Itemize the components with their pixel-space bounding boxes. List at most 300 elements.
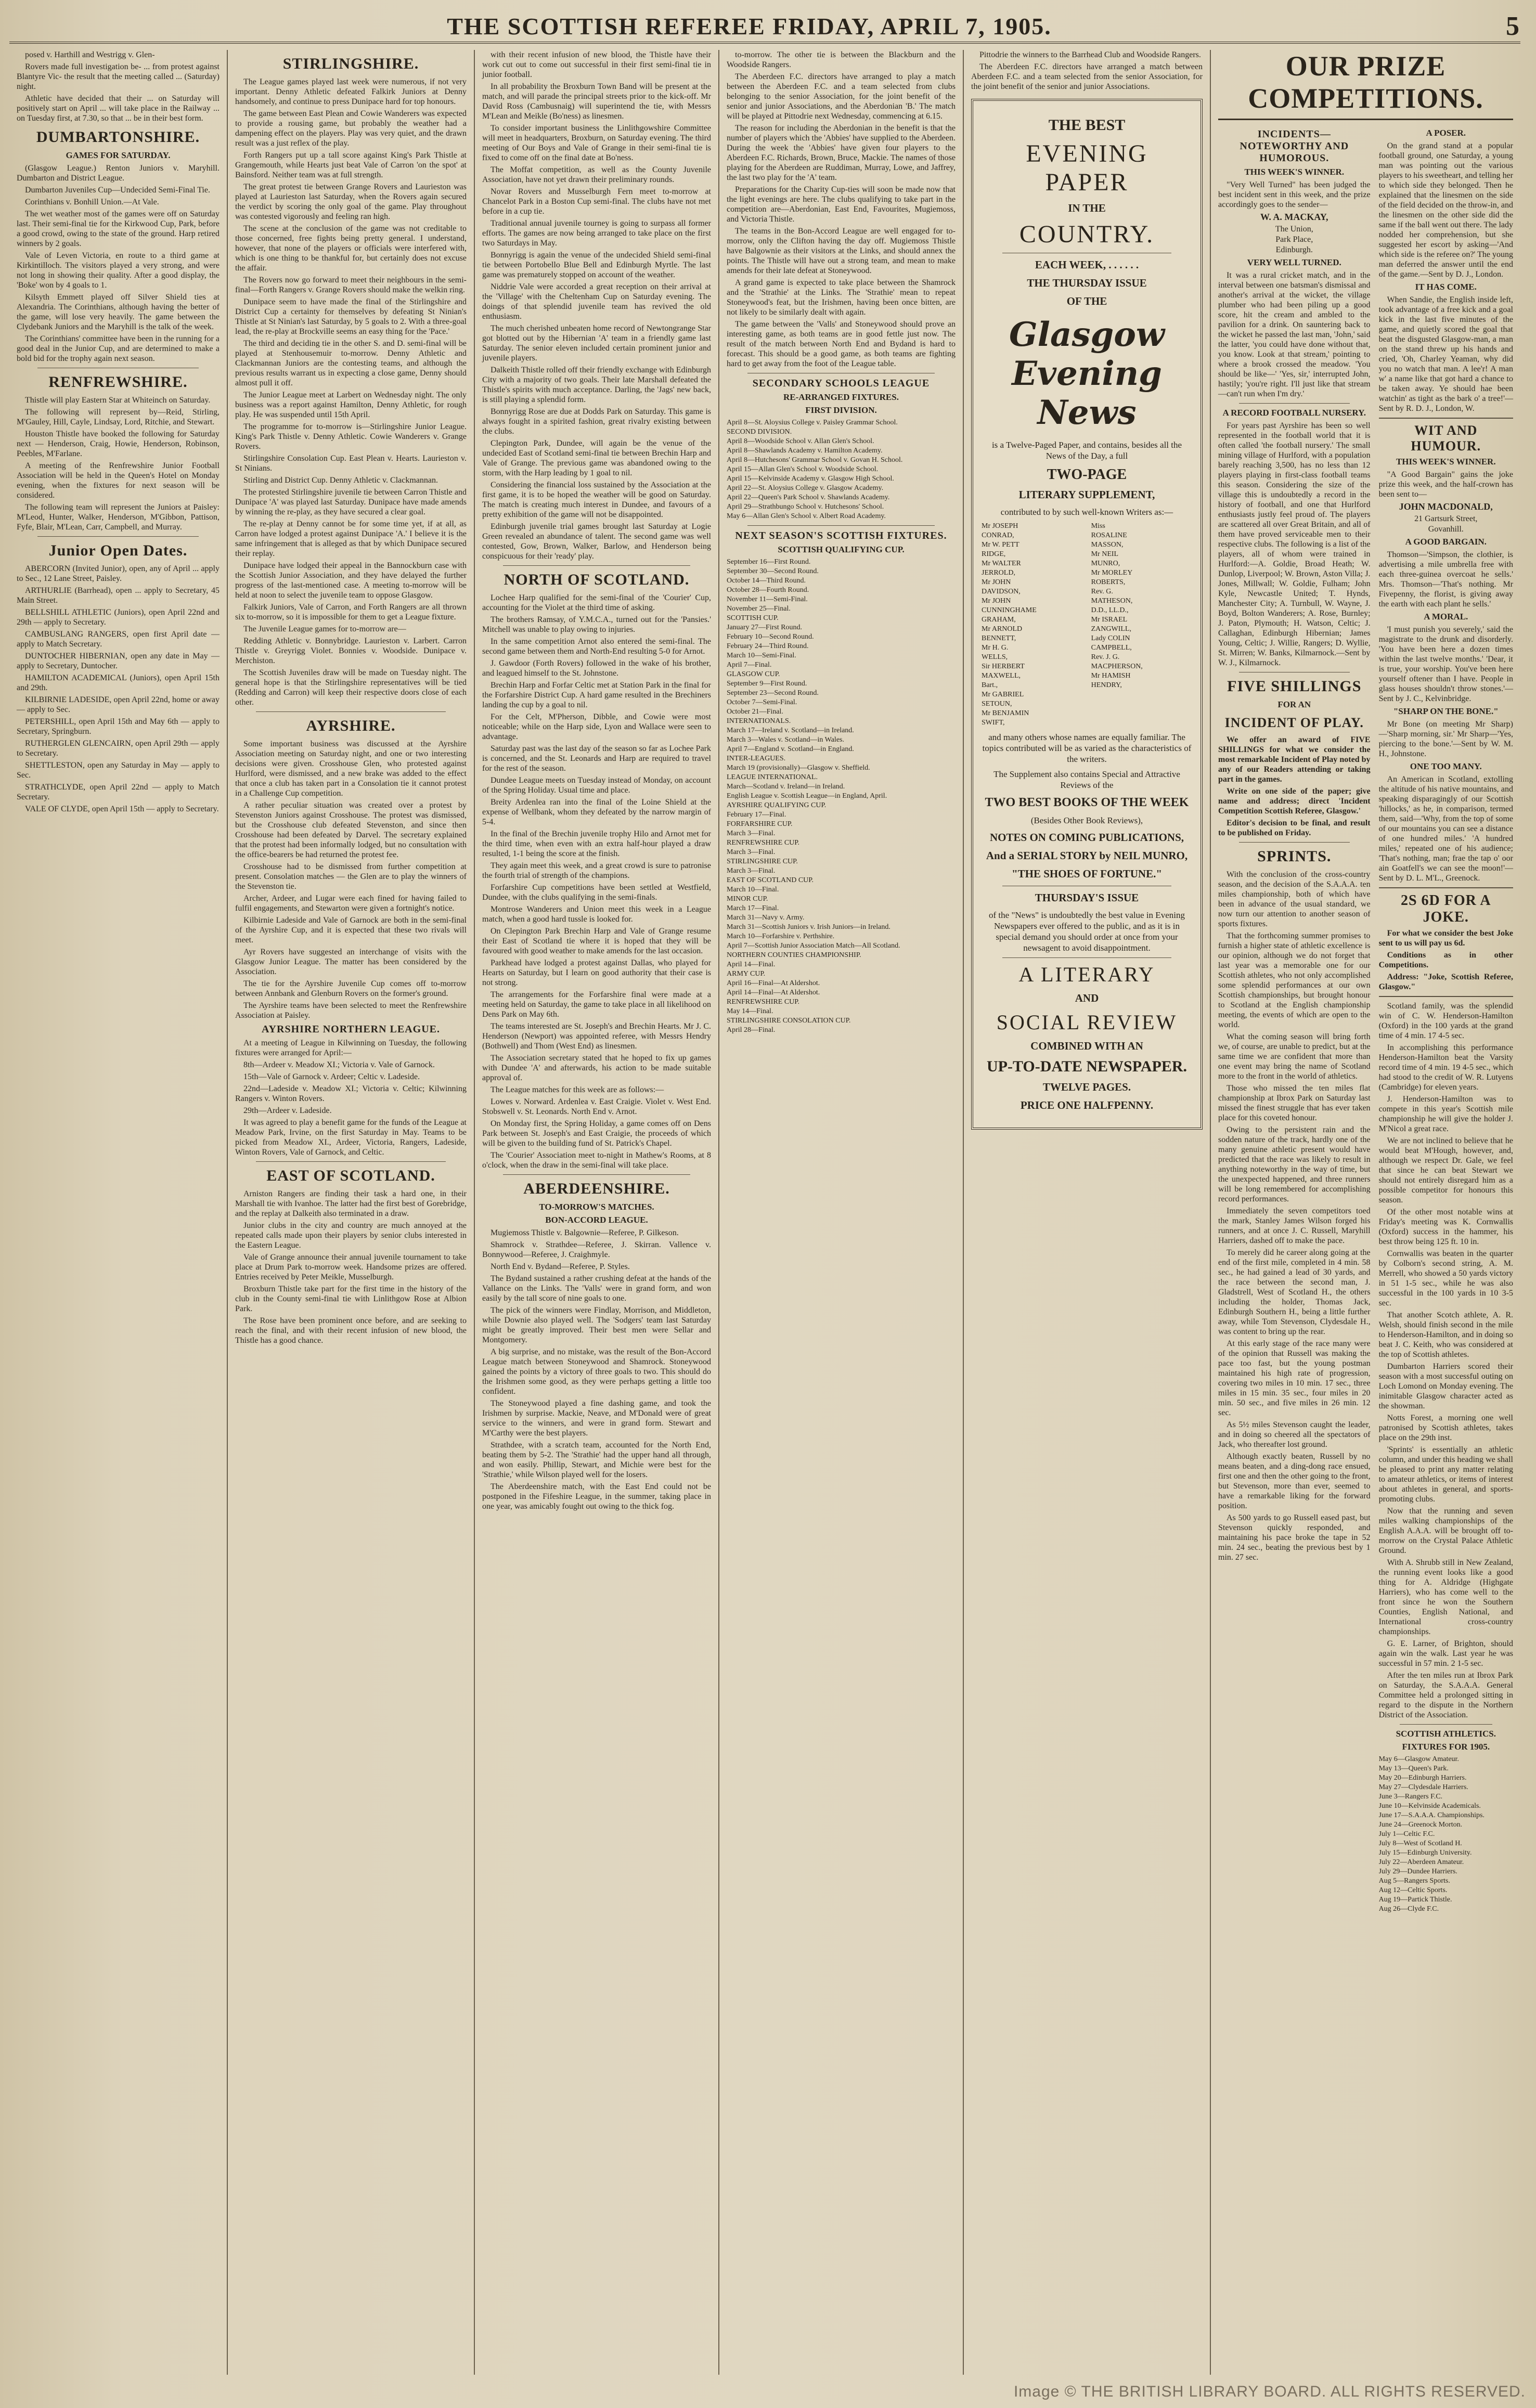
text-line: March 3—Final. <box>727 830 776 837</box>
text-line: 8th—Ardeer v. Meadow XI.; Victoria v. Vale of Garnock. <box>243 1060 435 1069</box>
text-line: Stirlingshire Consolation Cup. East Plean v. Hearts. Laurieston v. St Ninians. <box>235 454 467 473</box>
text-line: The 'Courier' Association meet to-night in Mathew's Rooms, at 8 o'clock, when the draw in the semi-final will take place. <box>482 1151 711 1170</box>
heading-aberdeenshire: ABERDEENSHIRE. <box>523 1180 670 1197</box>
prize-left <box>1218 125 1371 1914</box>
text-line: Owing to the persistent rain and the sodden nature of the track, hardly one of the many genuine athletic present would have predicted that the race was likely to result in anything noteworthy in the way of time, but the unexpected happened, and three runners will be long remembered for accomplishing record performances. <box>1218 1125 1371 1203</box>
text-line: Aug 12—Celtic Sports. <box>1378 1886 1448 1894</box>
text-line: April 8—St. Aloysius College v. Paisley Grammar School. <box>727 419 898 426</box>
divider <box>1002 957 1171 958</box>
heading-five-shillings: FIVE SHILLINGS <box>1227 678 1362 695</box>
ad-text: (Besides Other Book Reviews), <box>1030 815 1143 825</box>
ad-line: AND <box>1075 992 1099 1004</box>
column-4 <box>719 50 964 2375</box>
text-line: October 28—Fourth Round. <box>727 586 809 594</box>
text-line: The League matches for this week are as follows:— <box>491 1085 664 1094</box>
text-line: FORFARSHIRE CUP. <box>727 820 793 828</box>
heading-nursery: A RECORD FOOTBALL NURSERY. <box>1222 408 1366 418</box>
text-line: April 14—Final—At Aldershot. <box>727 989 820 996</box>
text-line: Mr HAMISH HENDRY, <box>1091 672 1131 689</box>
text-line: RENFREWSHIRE CUP. <box>727 839 800 847</box>
winner-address: Govanhill. <box>1428 525 1464 534</box>
text-line: The brothers Ramsay, of Y.M.C.A., turned out for the 'Pansies.' Mitchell was unable to play owing to injuries. <box>482 615 711 634</box>
text-line: The Rose have been prominent once before, and are seeking to reach the final, and with their recent infusion of new blood, the Thistle has a good chance. <box>235 1316 467 1345</box>
prize-rules: Editor's decision to be final, and result to be published on Friday. <box>1218 819 1371 837</box>
text-line: MINOR CUP. <box>727 895 768 903</box>
text-line: J. Henderson-Hamilton was to compete in this year's Scottish mile championship he will give the holder J. M'Nicol a great race. <box>1378 1095 1513 1133</box>
text-line: October 14—Third Round. <box>727 577 806 585</box>
ad-line: IN THE <box>1068 202 1106 214</box>
text-line: The game between East Plean and Cowie Wanderers was expected to provide a rousing game, but probably the weather had a dampening effect on the players. Play was very quiet, and the drawn result was a just reflex of the play. <box>235 109 467 148</box>
heading-ayrshire-northern-league: AYRSHIRE NORTHERN LEAGUE. <box>261 1024 441 1035</box>
text-line: Mr GABRIEL SETOUN, <box>982 691 1024 708</box>
text-line: J. Gawdoor (Forth Rovers) followed in the wake of his brother, and leagued himself to the St. Johnstone. <box>482 659 711 678</box>
text-line: Some important business was discussed at the Ayrshire Association meeting on Saturday night, and one or two interesting decisions were given. Crosshouse Glen, who protested against Hurlford, were dismissed, and a new brake was added to the effect that once a club has taken part in a Consolation tie it cannot protest in a Challenge Cup competition. <box>235 740 467 798</box>
text-line: BELLSHILL ATHLETIC (Juniors), open April 22nd and 29th — apply to Secretary. <box>17 608 220 627</box>
joke-rules: Conditions as in other Competitions. <box>1378 951 1513 969</box>
text-line: The Moffat competition, as well as the County Juvenile Association, have not yet drawn their preliminary rounds. <box>482 165 711 184</box>
divider <box>1379 996 1513 997</box>
poser-text: On the grand stand at a popular football ground, one Saturday, a young man was pointing out the various players to his sweetheart, and telling her to which side they belonged. Then he explained that the linesmen on the side of the field decided on the throw-in, and the linesmen on the other side did the same if the ball went out there. The lady nodded her comprehension, but she suggested her escort by asking—'And which side is the referee on?' The young man deferred the answer until the end of the game.—Sent by D. J., London. <box>1378 141 1513 279</box>
sharp-text: Mr Bone (on meeting Mr Sharp)—'Sharp morning, sir.' Mr Sharp—'Yes, piercing to the bone.'—Sent by W. M. H., Johnstone. <box>1378 720 1513 758</box>
text-line: STRATHCLYDE, open April 22nd — apply to Match Secretary. <box>17 783 220 801</box>
col3-intro <box>482 50 711 561</box>
text-line: February 24—Third Round. <box>727 642 809 650</box>
text-line: Breity Ardenlea ran into the final of the Loine Shield at the expense of Wellbank, whom they defeated by the narrow margin of 5-4. <box>482 798 711 826</box>
text-line: STIRLINGSHIRE CONSOLATION CUP. <box>727 1017 851 1025</box>
text-line: ARMY CUP. <box>727 970 766 978</box>
nursery-text: For years past Ayrshire has been so well represented in the football world that it is often called 'the football nursery.' The small mining village of Hurlford, with a population barely reaching 3,500, has no less than 12 players playing in first-class football teams this season. Considering the size of the village this is undoubtedly a record in the history of football, and one that Hurlford enthusiasts justly feel proud of. The players are scattered all over Great Britain, and all of them have proved serviceable men to their respective clubs. The following is a list of the players, all of whom were trained in Hurlford:—A. Goldie, Broad Heath; W. Dunlop, Liverpool; W. Brown, Aston Villa; J. Jones, Millwall; W. Goldie, Fulham; John Kyle, Newcastle United; T. Hynds, Manchester City; A. Turnbull, W. Wayne, J. Boyd, Bolton Wanderers; A. Rose, Burnley; J. Paton, Plymouth; H. Watson, Celtic; J. Callaghan, Edinburgh Hibernian; James Young, Celtic; J. Willie, Rangers; D. Wyllie, St. Mirren; W. Banks, Kilmarnock.—Sent by W. J., Kilmarnock. <box>1218 421 1371 667</box>
divider <box>503 1174 690 1175</box>
text-line: May 20—Edinburgh Harriers. <box>1378 1774 1467 1782</box>
text-line: With A. Shrubb still in New Zealand, the running event looks like a good thing for A. Aldridge (Highgate Harriers), who has come well to the front since he won the Southern Counties, English National, and International cross-country championships. <box>1378 1558 1513 1636</box>
subheading-qualifying-cup: SCOTTISH QUALIFYING CUP. <box>778 545 905 554</box>
text-line: Lady COLIN CAMPBELL, <box>1091 635 1132 652</box>
text-line: May 13—Queen's Park. <box>1378 1765 1449 1772</box>
text-line: March 19 (provisionally)—Glasgow v. Sheffield. <box>727 764 870 772</box>
heading-a-poser: A POSER. <box>1426 128 1466 138</box>
text-line: GLASGOW CUP. <box>727 670 780 678</box>
text-line: On Clepington Park Brechin Harp and Vale of Grange resume their East of Scotland tie where it is hoped that they will be favoured with good weather to make amends for the last occasion. <box>482 927 711 955</box>
prize-rules: We offer an award of FIVE SHILLINGS for what we consider the most remarkable Incident of Play noted by any of our Readers attending or taking part in the games. <box>1218 735 1371 784</box>
text-line: The Association secretary stated that he hoped to fix up games with Dundee 'A' and afterwards, his action to be made suitable approval of. <box>482 1054 711 1082</box>
evening-news-advert <box>971 99 1203 1130</box>
text-line: Mr H. G. WELLS, <box>982 644 1009 661</box>
text-line: CAMBUSLANG RANGERS, open first April date — apply to Match Secretary. <box>17 630 220 649</box>
writers-left <box>982 522 1082 728</box>
ad-line: UP-TO-DATE NEWSPAPER. <box>986 1058 1188 1075</box>
text-line: The much cherished unbeaten home record of Newtongrange Star got blotted out by the Hibernian 'A' team in a friendly game last Saturday. The senior eleven included certain prominent junior and juvenile players. <box>482 324 711 363</box>
text-line: PETERSHILL, open April 15th and May 6th — apply to Secretary, Springburn. <box>17 717 220 736</box>
text-line: posed v. Harthill and Westrigg v. Glen- <box>25 50 155 59</box>
heading-athletics-fixtures: FIXTURES FOR 1905. <box>1402 1742 1490 1752</box>
text-line: The following team will represent the Juniors at Paisley: M'Leod, Hunter, Walker, Henderson, M'Gibbon, Pattison, Fyfe, Blair, M'Lean, Carr, Campbell, and Murray. <box>17 503 220 532</box>
east-of-scotland-section <box>235 1189 467 1345</box>
text-line: 22nd—Ladeside v. Meadow XI.; Victoria v. Celtic; Kilwinning Rangers v. Winton Rovers. <box>235 1084 467 1103</box>
text-line: November 25—Final. <box>727 605 791 613</box>
text-line: Mr MORLEY ROBERTS, <box>1091 569 1132 586</box>
divider <box>37 536 199 537</box>
text-line: July 15—Edinburgh University. <box>1378 1849 1472 1857</box>
text-line: Mr WALTER JERROLD, <box>982 560 1021 577</box>
text-line: Aug 5—Rangers Sports. <box>1378 1877 1450 1885</box>
cute-text: When Sandie, the English inside left, took advantage of a free kick and a goal kick in the last five minutes of the game, and quietly scored the goal that beat the disgusted Glasgow-man, a man on the stand threw up his hands and cried, 'Oh, Charley Yeaman, why did you no watch that man. A lee'r! A man w' a name like that got hard a chance to be taken away. Ye should hae been watchin' as tight as the bark o' a tree!'—Sent by R. D. J., London, W. <box>1378 295 1513 413</box>
text-line: Ayr Rovers have suggested an interchange of visits with the Glasgow Junior League. The matter has been considered by the Association. <box>235 948 467 976</box>
winner-address: The Union, <box>1275 225 1313 234</box>
text-line: The Bydand sustained a rather crushing defeat at the hands of the Vallance on the Links. The 'Valls' were in grand form, and won easily by the tall score of nine goals to one. <box>482 1274 711 1303</box>
ad-line: EACH WEEK, . . . . . . <box>1035 258 1139 271</box>
text-line: Mr NEIL MUNRO, <box>1091 550 1120 567</box>
text-line: Aug 19—Partick Thistle. <box>1378 1896 1452 1904</box>
text-line: March 17—Final. <box>727 904 779 912</box>
ad-text: The Supplement also contains Special and Attractive Reviews of the <box>993 769 1180 790</box>
heading-renfrewshire: RENFREWSHIRE. <box>48 373 188 391</box>
text-line: Bonnyrigg Rose are due at Dodds Park on Saturday. This game is always fought in a spirited fashion, great rivalry existing between the clubs. <box>482 407 711 436</box>
ad-line: NOTES ON COMING PUBLICATIONS, <box>990 831 1184 844</box>
text-line: In all probability the Broxburn Town Band will be present at the match, and will parade the principal streets prior to the kick-off. Mr David Ross (Cambusnaig) will superintend the tie, with Messrs M'Lean and Meikle (Bo'ness) as linesmen. <box>482 82 711 121</box>
divider <box>503 565 690 566</box>
text-line: Dumbarton Juveniles Cup—Undecided Semi-Final Tie. <box>25 186 210 195</box>
text-line: The wet weather most of the games were off on Saturday last. Their semi-final tie for the Kirkwood Cup, Park, before a good crowd, owing to the state of the ground. Harp retired winners by 2 goals. <box>17 210 220 248</box>
text-line: March 3—Final. <box>727 867 776 875</box>
text-line: VALE OF CLYDE, open April 15th — apply to Secretary. <box>25 805 219 813</box>
column-3 <box>475 50 719 2375</box>
divider <box>256 711 446 712</box>
text-line: Forfarshire Cup competitions have been settled at Westfield, Dundee, with the clubs qualifying in the semi-finals. <box>482 883 711 902</box>
joke-address: Address: "Joke, Scottish Referee, Glasgow." <box>1378 973 1513 991</box>
divider <box>1379 887 1513 888</box>
text-line: The Aberdeen F.C. directors have arranged to play a match between the Aberdeen F.C. and a team selected from clubs belonging to the senior Association, for the joint benefit of the senior and junior Associations, and the Aberdonian 'B.' The match will be played at Pittodrie next Wednesday, commencing at 6.15. <box>727 72 956 121</box>
text-line: Kilsyth Emmett played off Silver Shield ties at Alexandria. The Corinthians, although having the better of the game, will lose very heavily. The game between the Clydebank Juniors and the Maryhill is the talk of the week. <box>17 293 220 331</box>
heading-moral: A MORAL. <box>1424 612 1468 622</box>
renfrewshire-section <box>17 395 220 532</box>
subheading-first-division: FIRST DIVISION. <box>805 405 877 415</box>
text-line: That another Scotch athlete, A. R. Welsh, should finish second in the mile to Henderson-Hamilton, and in doing so beat J. C. Keith, who was considered at the top of Scottish athletes. <box>1378 1311 1513 1359</box>
text-line: EAST OF SCOTLAND CUP. <box>727 876 814 884</box>
text-line: INTERNATIONALS. <box>727 717 791 725</box>
season-fixtures <box>727 558 956 1035</box>
text-line: Edinburgh juvenile trial games brought last Saturday at Logie Green revealed an abundance of talent. The second game was well contested, Gow, Brown, Walker, Barlow, and Henderson being conspicuous for their 'ready' play. <box>482 522 711 561</box>
text-line: We are not inclined to believe that he would beat M'Hough, however, and, although we respect Dr. Gale, we feel that since he can beat Stewart we should not entirely disregard him as a possible competitor for honours this season. <box>1378 1136 1513 1205</box>
text-line: Forth Rangers put up a tall score against King's Park Thistle at Grangemouth, while Hearts just beat Vale of Carron 'on the spot' at Bainsford. Neither team was at full strength. <box>235 151 467 179</box>
text-line: Stirling and District Cup. Denny Athletic v. Clackmannan. <box>243 476 438 485</box>
text-line: Corinthians v. Bonhill Union.—At Vale. <box>25 198 159 206</box>
text-line: The teams interested are St. Joseph's and Brechin Hearts. Mr J. C. Henderson (Newport) was appointed referee, with Messrs Hendry (Bothwell) and Thom (West End) as linesmen. <box>482 1022 711 1051</box>
text-line: April 7—Scottish Junior Association Match—All Scotland. <box>727 942 900 950</box>
text-line: April 15—Kelvinside Academy v. Glasgow High School. <box>727 475 894 483</box>
text-line: In accomplishing this performance Henderson-Hamilton beat the Varsity record time of 4 min. 19 4-5 sec., which had stood to the credit of W. R. Lutyens (Cambridge) for eleven years. <box>1378 1043 1513 1092</box>
image-credit: Image © THE BRITISH LIBRARY BOARD. ALL RIGHTS RESERVED. <box>1013 2383 1526 2400</box>
text-line: Vale of Leven Victoria, en route to a third game at Kirkintilloch. The visitors played a very strong, and were not long in showing their quality. After a good display, the 'Boke' won by 4 goals to 1. <box>17 251 220 290</box>
text-line: Arniston Rangers are finding their task a hard one, in their Marshall tie with Ivanhoe. The latter had the first best of Gorebridge, and the replay at Dalkeith also terminated in a draw. <box>235 1189 467 1218</box>
text-line: Cornwallis was beaten in the quarter by Colborn's second string, A. M. Merrell, who showed a 50 yards victory in 51 1-5 sec., while he was also successful in the 100 yards in 10 3-5 sec. <box>1378 1249 1513 1307</box>
text-line: Mugiemoss Thistle v. Balgownie—Referee, P. Gilkeson. <box>491 1228 679 1237</box>
text-line: May 6—Allan Glen's School v. Albert Road Academy. <box>727 512 886 520</box>
text-line: Kilbirnie Ladeside and Vale of Garnock are both in the semi-final of the Ayrshire Cup, and it is expected that these two rivals will meet. <box>235 916 467 944</box>
text-line: In the final of the Brechin juvenile trophy Hilo and Arnot met for the third time, when even with an extra half-hour played a draw resulted, 1-1 being the score at the finish. <box>482 830 711 858</box>
winner-address: Park Place, <box>1275 235 1313 244</box>
text-line: June 3—Rangers F.C. <box>1378 1793 1443 1801</box>
text-line: April 16—Final—At Aldershot. <box>727 979 820 987</box>
text-line: May 27—Clydesdale Harriers. <box>1378 1783 1468 1791</box>
text-line: April 7—England v. Scotland—in England. <box>727 745 854 753</box>
text-line: Notts Forest, a morning one well patronised by Scottish athletes, takes place on the 29th inst. <box>1378 1414 1513 1442</box>
heading-scottish-athletics: SCOTTISH ATHLETICS. <box>1396 1729 1496 1739</box>
text-line: Montrose Wanderers and Union meet this week in a League match, when a good hard tussle is looked for. <box>482 905 711 924</box>
text-line: SCOTTISH CUP. <box>727 614 779 622</box>
text-line: April 22—St. Aloysius College v. Glasgow Academy. <box>727 484 884 492</box>
heading-good-bargain: A GOOD BARGAIN. <box>1405 537 1487 547</box>
text-line: Crosshouse had to be dismissed from further competition at present. Consolation matches — the Glen are to play the winners of the Stevenston tie. <box>235 862 467 891</box>
prize-right <box>1379 125 1513 1914</box>
text-line: A big surprise, and no mistake, was the result of the Bon-Accord League match between Stoneywood and Shamrock. Stoneywood gained the points by a victory of three goals to two. This should do the Irishmen some good, as they were perhaps getting a little too confident. <box>482 1348 711 1396</box>
text-line: March 10—Final. <box>727 886 779 894</box>
ayrshire-section <box>235 739 467 1020</box>
text-line: July 22—Aberdeen Amateur. <box>1378 1858 1464 1866</box>
text-line: Immediately the seven competitors toed the mark, Stanley James Wilson forged his runners, and at once J. C. Russell, Maryhill Harriers, dashed off to make the pace. <box>1218 1207 1371 1245</box>
text-line: The League games played last week were numerous, if not very important. Denny Athletic defeated Falkirk Juniors at Denny handsomely, and continue to press Dunipace hard for top honours. <box>235 77 467 106</box>
ad-line: COMBINED WITH AN <box>1030 1040 1143 1052</box>
ad-line: THURSDAY'S ISSUE <box>1035 891 1139 904</box>
subheading-bon-accord: BON-ACCORD LEAGUE. <box>545 1215 648 1225</box>
masthead <box>9 10 1520 44</box>
ad-text: is a Twelve-Paged Paper, and contains, besides all the News of the Day, a full <box>991 440 1182 461</box>
divider <box>1239 842 1350 843</box>
text-line: July 1—Celtic F.C. <box>1378 1830 1435 1838</box>
winner-name: W. A. MACKAY, <box>1260 212 1328 222</box>
heading-dumbartonshire: DUMBARTONSHIRE. <box>36 128 200 146</box>
bargain-text: Thomson—'Simpson, the clothier, is advertising a mile umbrella free with each three-guinea overcoat he sells.' Mrs. Thomson—'That's nothing. Mr Fivepenny, the florist, is giving away the earth with each plant he sells.' <box>1378 550 1513 609</box>
text-line: March 10—Semi-Final. <box>727 652 796 659</box>
text-line: The following will represent by—Reid, Stirling, M'Gauley, Hill, Cayle, Lindsay, Lord, Ritchie, and Stewart. <box>17 408 220 426</box>
ad-headline: A LITERARY <box>1018 963 1155 986</box>
text-line: In the same competition Arnot also entered the semi-final. The second game between them and North-End resulting 5-0 for Arnot. <box>482 637 711 656</box>
ad-headline: SOCIAL REVIEW <box>996 1011 1178 1034</box>
ad-text: and many others whose names are equally familiar. The topics contributed will be as varied as the characteristics of the writers. <box>982 732 1192 764</box>
text-line: April 28—Final. <box>727 1026 776 1034</box>
prize-line: FOR AN <box>1277 700 1311 709</box>
text-line: Miss ROSALINE MASSON, <box>1091 522 1127 549</box>
text-line: September 16—First Round. <box>727 558 811 566</box>
text-line: Clepington Park, Dundee, will again be the venue of the undecided East of Scotland semi-final tie between Brechin Harp and Vale of Grange. The previous game was abandoned owing to the storm, with the Harp leading by 1 goal to nil. <box>482 439 711 477</box>
text-line: The teams in the Bon-Accord League are well engaged for to-morrow, only the Clifton having the day off. Mugiemoss Thistle have Balgownie as their visitors at the Links, and should annex the points. The Thistle will have out a strong team, and mean to make amends for their late defeat at Stoneywood. <box>727 227 956 275</box>
text-line: Junior clubs in the city and country are much annoyed at the repeated calls made upon their players by senior clubs interested in the Eastern League. <box>235 1221 467 1250</box>
text-line: March 3—Final. <box>727 848 776 856</box>
text-line: October 7—Semi-Final. <box>727 698 797 706</box>
subheading-matches: TO-MORROW'S MATCHES. <box>539 1202 654 1212</box>
text-line: Brechin Harp and Forfar Celtic met at Station Park in the final for the Forfarshire District Cup. A hard game resulted in the Brechiners landing the cup by a goal to nil. <box>482 681 711 709</box>
text-line: As 500 yards to go Russell eased past, but Stevenson quickly responded, and maintaining his pace broke the tape in 52 min. 24 sec., beating the previous best by 1 min. 27 sec. <box>1218 1513 1371 1562</box>
text-line: Mr JOHN CUNNINGHAME GRAHAM, <box>982 597 1037 624</box>
ayrshire-league-section <box>235 1038 467 1157</box>
text-line: Lowes v. Norward. Ardenlea v. East Craigie. Violet v. West End. Stobswell v. St. Leonards. North End v. Arnot. <box>482 1097 711 1116</box>
wit-intro: "A Good Bargain" gains the joke prize this week, and the half-crown has been sent to— <box>1378 470 1513 499</box>
text-line: September 23—Second Round. <box>727 689 819 697</box>
text-line: February 10—Second Round. <box>727 633 814 641</box>
masthead-title: THE SCOTTISH REFEREE FRIDAY, APRIL 7, 1905. <box>447 12 1052 40</box>
ad-line: And a SERIAL STORY by NEIL MUNRO, <box>986 849 1188 862</box>
text-line: The protested Stirlingshire juvenile tie between Carron Thistle and Dunipace 'A' was played last Saturday. Dunipace have made amends by winning the re-play, as they have secured a clear goal. <box>235 488 467 516</box>
subheading-winner: THIS WEEK'S WINNER. <box>1396 457 1496 467</box>
text-line: The Aberdeen F.C. directors have arranged a match between Aberdeen F.C. and a team selected from the senior Association, for the joint benefit of the senior and junior Associations. <box>971 62 1203 91</box>
ad-line: PRICE ONE HALFPENNY. <box>1020 1099 1154 1111</box>
joke-rules: For what we consider the best Joke sent to us will pay us 6d. <box>1378 929 1513 948</box>
ad-headline: COUNTRY. <box>1019 221 1155 248</box>
text-line: February 17—Final. <box>727 811 786 819</box>
text-line: Dumbarton Harriers scored their season with a most successful outing on Loch Lomond on Monday evening. The inimitable Glasgow character acted as the showman. <box>1378 1362 1513 1410</box>
text-line: Houston Thistle have booked the following for Saturday next — Henderson, Craig, Howie, Henderson, Robinson, Peebles, M'Farlane. <box>17 430 220 458</box>
text-line: The Corinthians' committee have been in the running for a good deal in the Junior Cup, and are determined to make a bold bid for the trophy again next season. <box>17 334 220 363</box>
text-line: with their recent infusion of new blood, the Thistle have their work cut out to come out successful in their first semi-final tie in junior football. <box>482 50 711 79</box>
col4-intro <box>727 50 956 369</box>
text-line: AYRSHIRE QUALIFYING CUP. <box>727 801 827 809</box>
text-line: The re-play at Denny cannot be for some time yet, if at all, as Carron have lodged a protest against Dunipace 'A.' I believe it is the same infringement that is alleged as that by which Dunipace secured their replay. <box>235 520 467 558</box>
heading-stirlingshire: STIRLINGSHIRE. <box>282 55 419 72</box>
prize-section <box>1218 125 1513 1914</box>
columns <box>9 50 1520 2375</box>
text-line: March 31—Navy v. Army. <box>727 914 805 922</box>
text-line: On Monday first, the Spring Holiday, a game comes off on Dens Park between St. Joseph's and East Craigie, the proceeds of which will be given to the building fund of St. Patrick's Chapel. <box>482 1119 711 1148</box>
text-line: The tie for the Ayrshire Juvenile Cup comes off to-morrow between Annbank and Glenburn Rovers on the former's ground. <box>235 979 467 998</box>
ad-line: THE BEST <box>1048 116 1126 134</box>
text-line: It was agreed to play a benefit game for the funds of the League at Meadow Park, Irvine, on the first Saturday in May. Teams to be picked from Meadow XI., Ardeer, Victoria, Rangers, Ladeside, Winton Rovers, Vale of Garnock, and Celtic. <box>235 1118 467 1157</box>
ad-line: THE THURSDAY ISSUE <box>1027 277 1147 289</box>
text-line: Saturday past was the last day of the season so far as Lochee Park is concerned, and the St. Leonards and Harp are required to travel for the rest of the season. <box>482 744 711 773</box>
text-line: July 29—Dundee Harriers. <box>1378 1868 1457 1875</box>
athletics-fixtures <box>1379 1755 1513 1914</box>
incidents-intro: "Very Well Turned" has been judged the best incident sent in this week, and the prize accordingly goes to the sender— <box>1218 180 1371 209</box>
text-line: LEAGUE INTERNATIONAL. <box>727 773 818 781</box>
text-line: June 24—Greenock Morton. <box>1378 1821 1463 1829</box>
dumbartonshire-section <box>17 163 220 364</box>
text-line: The reason for including the Aberdonian in the benefit is that the number of players which the 'Abbies' have supplied to the Aberdeen. During the week the 'Abbies' have given four players to the Aberdeen F.C. Richards, Brown, Bruce, Mackie. The names of those playing for the Aberdeen are Ruddiman, Murray, Lowe, and Jaffrey, the last two play for the 'A' team. <box>727 124 956 182</box>
text-line: Rev. J. G. MACPHERSON, <box>1091 653 1143 670</box>
text-line: April 22—Queen's Park School v. Shawlands Academy. <box>727 494 890 501</box>
text-line: July 8—West of Scotland H. <box>1378 1840 1462 1847</box>
text-line: Redding Athletic v. Bonnybridge. Laurieston v. Larbert. Carron Thistle v. Greyrigg Violet. Bonnies v. Woodside. Dunipace v. Merchiston. <box>235 637 467 665</box>
text-line: With the conclusion of the cross-country season, and the decision of the S.A.A.A. ten miles championship, both of which have been in advance of the usual standard, we now turn our attention to another season of sports fixtures. <box>1218 870 1371 928</box>
text-line: RENFREWSHIRE CUP. <box>727 998 800 1006</box>
text-line: June 10—Kelvinside Academicals. <box>1378 1802 1481 1810</box>
ad-line: "THE SHOES OF FORTUNE." <box>1011 868 1163 880</box>
schools-fixtures <box>727 418 956 521</box>
moral-text: 'I must punish you severely,' said the magistrate to the drunk and disorderly. 'You have been here a dozen times within the last twelve months.' 'Dear, it is true, your worship. You've been here yourself oftener than I have. People in glass houses shouldn't throw stones.'—Sent by J. C., Kelvinbridge. <box>1378 625 1513 703</box>
stirlingshire-section <box>235 77 467 707</box>
heading-east-of-scotland: EAST OF SCOTLAND. <box>266 1167 435 1184</box>
text-line: Those who missed the ten miles flat championship at Ibrox Park on Saturday last missed the finest struggle that has ever taken place for this coveted honour. <box>1218 1084 1371 1122</box>
heading-incidents: INCIDENTS—NOTEWORTHY AND HUMOROUS. <box>1240 128 1349 164</box>
text-line: As 5½ miles Stevenson caught the leader, and in doing so cheered all the spectators of Jack, who thereafter lost ground. <box>1218 1420 1371 1449</box>
text-line: Rovers made full investigation be- ... from protest against Blantyre Vic- the result that the meeting called ... (Saturday) night. <box>17 62 220 91</box>
text-line: ARTHURLIE (Barrhead), open ... apply to Secretary, 45 Main Street. <box>17 586 220 605</box>
text-line: Novar Rovers and Musselburgh Fern meet to-morrow at Chancelot Park in a Boston Cup semi-final. The clubs have not met before in a cup tie. <box>482 187 711 216</box>
ad-line: TWELVE PAGES. <box>1042 1081 1131 1093</box>
column-5 <box>964 50 1211 2375</box>
text-line: RUTHERGLEN GLENCAIRN, open April 29th — apply to Secretary. <box>17 739 220 758</box>
text-line: What the coming season will bring forth we, of course, are unable to predict, but at the same time we are confident that more than one event may bring the name of Scotland more to the front in the world of athletics. <box>1218 1032 1371 1081</box>
text-line: Mr W. PETT RIDGE, <box>982 541 1019 558</box>
text-line: September 9—First Round. <box>727 680 807 688</box>
text-line: The great protest tie between Grange Rovers and Laurieston was played at Laurieston last Saturday, when the Rovers again secured the verdict by scoring the only goal of the game. Play throughout was contested vigorously and feeling ran high. <box>235 183 467 221</box>
ad-line: TWO BEST BOOKS OF THE WEEK <box>985 796 1189 809</box>
text-line: to-morrow. The other tie is between the Blackburn and the Woodside Rangers. <box>727 50 956 69</box>
divider <box>1239 403 1350 404</box>
text-line: SECOND DIVISION. <box>727 428 792 436</box>
text-line: DUNTOCHER HIBERNIAN, open any date in May — apply to Secretary, Duntocher. <box>17 652 220 670</box>
winner-name: JOHN MACDONALD, <box>1399 501 1493 512</box>
text-line: HAMILTON ACADEMICAL (Juniors), open April 15th and 29th. <box>17 674 220 692</box>
incident-text: It was a rural cricket match, and in the interval between one batsman's dismissal and another's arrival at the wicket, the village plumber who had been piling up a good score, hit the cream and ambled to the pavilion for a drink. On sauntering back to the wicket he passed the last man, 'John,' said the latter, 'you could have done without that, you know. Look at that stream,' pointing to where a brook crossed the meadow. 'You should be like—' 'Yes, sir,' interrupted John, hastily; 'you're right. I'll just like that stream—can't run when I'm dry.' <box>1218 271 1371 398</box>
divider <box>1379 418 1513 419</box>
text-line: Mr BENJAMIN SWIFT, <box>982 709 1029 727</box>
heading-ayrshire: AYRSHIRE. <box>306 717 396 734</box>
writers-right <box>1091 522 1192 728</box>
text-line: Scotland family, was the splendid win of C. W. Henderson-Hamilton (Oxford) in the 100 yards at the grand time of 4 min. 17 4-5 sec. <box>1378 1002 1513 1040</box>
text-line: April 8—Woodside School v. Allan Glen's School. <box>727 437 874 445</box>
text-line: Now that the running and seven miles walking championships of the English A.A.A. will be brought off to-morrow on the Crystal Palace Athletic Ground. <box>1378 1507 1513 1555</box>
winner-address: 21 Gartsurk Street, <box>1414 514 1478 523</box>
heading-sharp: "SHARP ON THE BONE." <box>1393 706 1499 716</box>
text-line: Mr JOSEPH CONRAD, <box>982 522 1018 539</box>
text-line: North End v. Bydand—Referee, P. Styles. <box>491 1262 630 1271</box>
ad-line: LITERARY SUPPLEMENT, <box>1018 488 1155 501</box>
text-line: A meeting of the Renfrewshire Junior Football Association will be held in the Queen's Hotel on Monday evening, when the fixtures for next season will be considered. <box>17 461 220 500</box>
text-line: March—Scotland v. Ireland—in Ireland. <box>727 783 845 791</box>
text-line: Traditional annual juvenile tourney is going to surpass all former efforts. The games are now being arranged to take place on the first two Saturdays in May. <box>482 219 711 248</box>
text-line: November 11—Semi-Final. <box>727 595 808 603</box>
ad-line: TWO-PAGE <box>1047 467 1127 483</box>
text-line: June 17—S.A.A.A. Championships. <box>1378 1811 1485 1819</box>
text-line: Considering the financial loss sustained by the Association at the first game, it is to be hoped the weather will be good on Saturday. The match is creating much interest in Dundee, and favours of a pretty exhibition of the game will not be disappointed. <box>482 481 711 519</box>
text-line: Preparations for the Charity Cup-ties will soon be made now that the light evenings are here. The clubs qualifying to take part in the competition are—Aberdonian, East End, Favourites, Mugiemoss, and Victoria Thistle. <box>727 185 956 224</box>
text-line: A grand game is expected to take place between the Shamrock and the 'Strathie' at the Links. The 'Strathie' mean to repeat Stoneywood's feat, but the Irishmen, having been once bitten, are not likely to be similarly dealt with again. <box>727 278 956 317</box>
divider <box>747 525 935 526</box>
north-of-scotland-section <box>482 593 711 1170</box>
prize-competitions-title: OUR PRIZE COMPETITIONS. <box>1218 50 1513 120</box>
text-line: The pick of the winners were Findlay, Morrison, and Middleton, while Downie also played well. The 'Sodgers' team last Saturday might be greatly improved. Their best men were Sellar and Montgomery. <box>482 1306 711 1344</box>
subheading-winner: THIS WEEK'S WINNER. <box>1244 167 1345 177</box>
text-line: Dundee League meets on Tuesday instead of Monday, on account of the Spring Holiday. Usual time and place. <box>482 776 711 795</box>
text-line: Mr JOHN DAVIDSON, <box>982 578 1021 595</box>
text-line: NORTHERN COUNTIES CHAMPIONSHIP. <box>727 951 861 959</box>
text-line: May 14—Final. <box>727 1007 773 1015</box>
text-line: Niddrie Vale were accorded a great reception on their arrival at the 'Village' with the Cheltenham Cup on Saturday evening. The doings of that splendid juvenile team has revived the old enthusiasm. <box>482 282 711 321</box>
text-line: The scene at the conclusion of the game was not creditable to those concerned, free fights being pretty general. I understand, however, that none of the players or officials were interfered with, which is one thing to be thankful for, but certainly does not excuse the affair. <box>235 224 467 273</box>
text-line: The programme for to-morrow is—Stirlingshire Junior League. King's Park Thistle v. Denny Athletic. Cowie Wanderers v. Grange Rovers. <box>235 422 467 451</box>
text-line: Strathdee, with a scratch team, accounted for the North End, beating them by 5-2. The 'Strathie' had the upper hand all through, and won easily. Phillip, Stewart, and Michie were best for the 'Strathie,' while Wilson played well for the losers. <box>482 1441 711 1479</box>
divider <box>1400 1724 1492 1725</box>
heading-next-season-fixtures: NEXT SEASON'S SCOTTISH FIXTURES. <box>735 530 947 541</box>
text-line: Sir HERBERT MAXWELL, Bart., <box>982 663 1025 689</box>
text-line: STIRLINGSHIRE CUP. <box>727 858 798 865</box>
heading-incident-of-play: INCIDENT OF PLAY. <box>1224 715 1364 730</box>
text-line: The third and deciding tie in the other S. and D. semi-final will be played at Stenhousemuir to-morrow. Denny Athletic and Clackmannan Juniors are the contesting teams, and although the previous results warrant us in expecting a close game, Denny should almost pull it off. <box>235 339 467 387</box>
heading-one-too-many: ONE TOO MANY. <box>1410 761 1482 771</box>
text-line: 'Sprints' is essentially an athletic column, and under this heading we shall be pleased to print any matter relating to amateur athletics, or items of interest about athletes in general, and sports-promoting clubs. <box>1378 1445 1513 1504</box>
text-line: Shamrock v. Strathdee—Referee, J. Skirran. Vallence v. Bonnywood—Referee, J. Craighmyle. <box>482 1240 711 1259</box>
text-line: That the forthcoming summer promises to furnish a higher state of athletic excellence is our opinion, although we do not forget that last year was a memorable one for our Scottish athletes, who not only accomplished some splendid performances at our own Scottish championships, but brought honour to Scotland at the English championship meeting, the events of which are open to the world. <box>1218 931 1371 1029</box>
text-line: The game between the 'Valls' and Stoneywood should prove an interesting game, as both teams are in good fettle just now. The result of the match between North End and Bydand is hard to forecast. This should be a good game, as both teams are fighting hard to get away from the foot of the League table. <box>727 320 956 368</box>
text-line: Mr ISRAEL ZANGWILL, <box>1091 616 1131 633</box>
text-line: Rev. G. MATHESON, D.D., LL.D., <box>1091 588 1133 614</box>
text-line: October 21—Final. <box>727 708 783 716</box>
ad-writer-list <box>982 522 1192 728</box>
text-line: September 30—Second Round. <box>727 567 819 575</box>
one-too-many-text: An American in Scotland, extolling the altitude of his native mountains, and speaking disparagingly of our Scottish 'hillocks,' as he, in comparison, termed them, said—'Why, from the top of some of our mountains you can see a distance of one hundred miles.' 'A hundred miles,' repeated one of his audience; 'That's nothing, man; frae the tap o' oor ain Goatfell's we can see the moon!'—Sent by D. L. M'L., Greenock. <box>1378 775 1513 883</box>
text-line: To consider important business the Linlithgowshire Committee will meet in headquarters, Broxburn, on Saturday evening. The third meeting of Our Boys and Vale of Grange in their semi-final tie is fixed to come off on the final date at Bo'ness. <box>482 124 711 162</box>
text-line: Falkirk Juniors, Vale of Carron, and Forth Rangers are all thrown six to-morrow, so it is impossible for them to get a League fixture. <box>235 603 467 622</box>
text-line: April 14—Final. <box>727 961 776 968</box>
text-line: Mr ARNOLD BENNETT, <box>982 625 1023 642</box>
